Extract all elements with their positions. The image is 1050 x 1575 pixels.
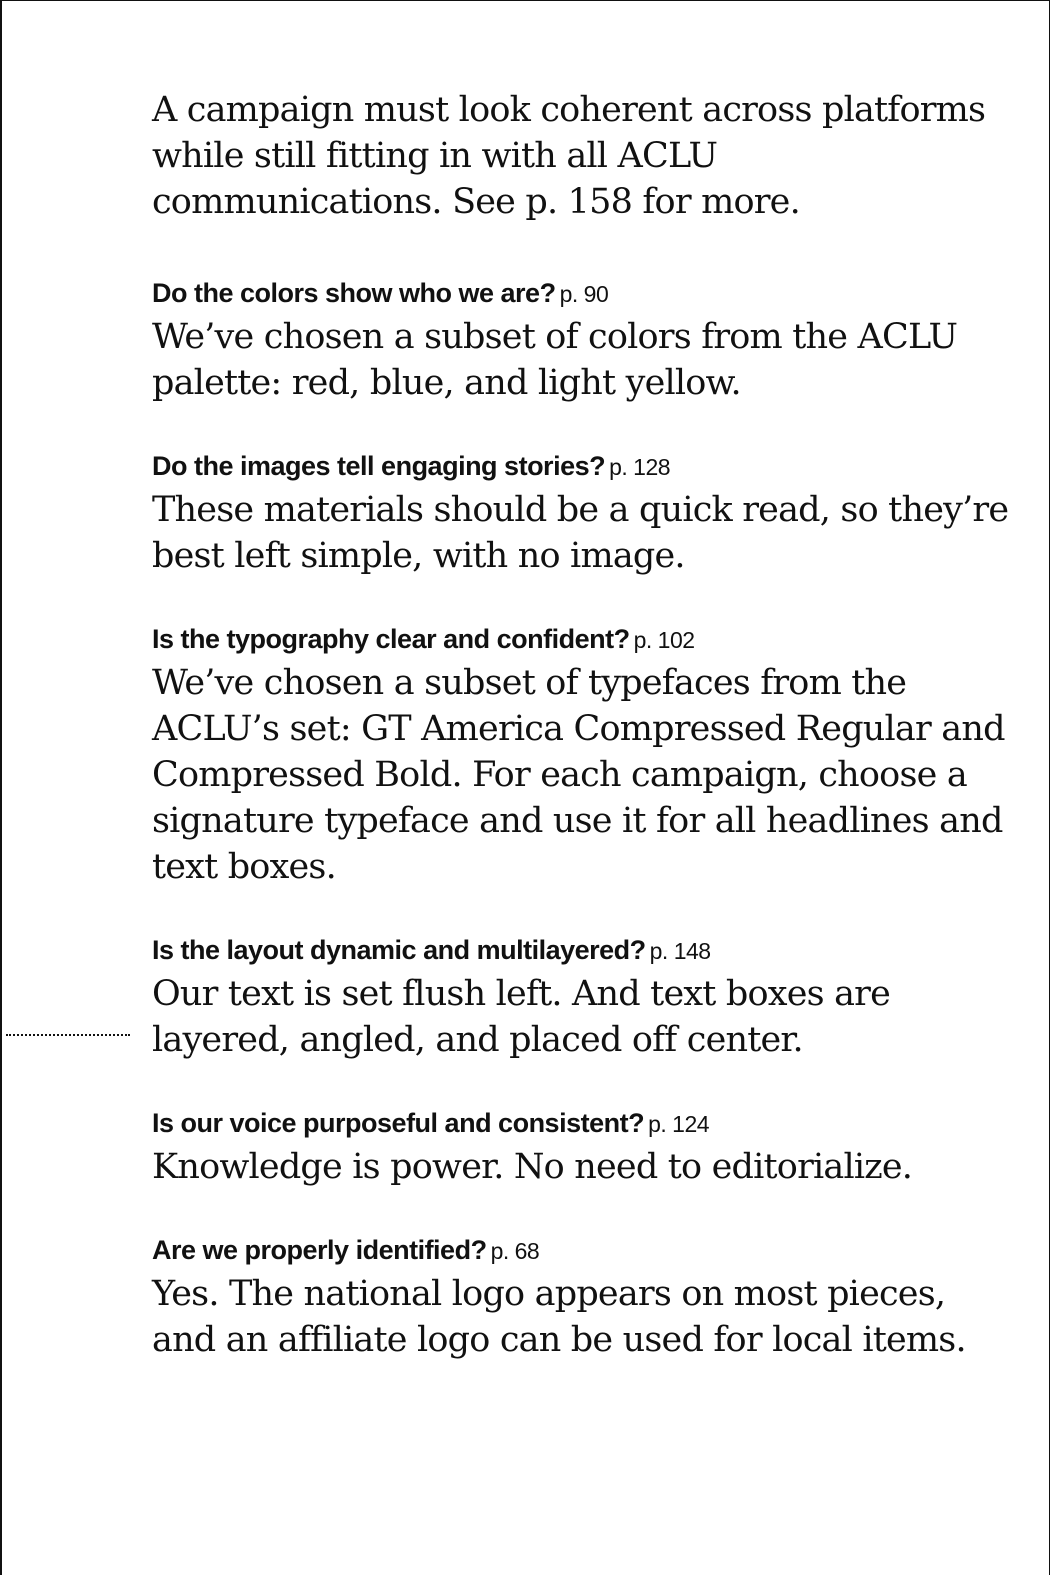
section-question [152, 1232, 1012, 1269]
section-voice [152, 1105, 1012, 1190]
section-answer: We’ve chosen a subset of colors from the ACLU palette: red, blue, and light yellow. [152, 317, 958, 403]
section-question [152, 448, 1012, 485]
section-typography [152, 621, 1012, 890]
question-text: Is the layout dynamic and multilayered? [152, 935, 646, 965]
page-content [152, 87, 1012, 1405]
section-images [152, 448, 1012, 579]
section-question [152, 932, 1012, 969]
section-layout [152, 932, 1012, 1063]
dotted-leader-line [6, 1034, 130, 1036]
section-answer: Knowledge is power. No need to editorialize. [152, 1147, 913, 1187]
page-reference: p. 124 [648, 1111, 710, 1137]
section-answer: Yes. The national logo appears on most pieces, and an affiliate logo can be used for local items. [152, 1274, 966, 1360]
question-text: Do the images tell engaging stories? [152, 451, 606, 481]
question-text: Is our voice purposeful and consistent? [152, 1108, 645, 1138]
section-question [152, 621, 1012, 658]
section-colors [152, 275, 1012, 406]
section-answer: Our text is set flush left. And text boxes are layered, angled, and placed off center. [152, 974, 891, 1060]
section-question [152, 1105, 1012, 1142]
question-text: Is the typography clear and confident? [152, 624, 630, 654]
page-reference: p. 90 [559, 281, 609, 307]
section-answer: These materials should be a quick read, so they’re best left simple, with no image. [152, 490, 1009, 576]
intro-paragraph: A campaign must look coherent across platforms while still fitting in with all ACLU communications. See p. 158 for more. [152, 90, 986, 222]
page-reference: p. 148 [649, 938, 711, 964]
page-reference: p. 68 [490, 1238, 540, 1264]
page-reference: p. 102 [633, 627, 695, 653]
page-reference: p. 128 [609, 454, 671, 480]
question-text: Do the colors show who we are? [152, 278, 556, 308]
question-text: Are we properly identified? [152, 1235, 487, 1265]
section-answer: We’ve chosen a subset of typefaces from the ACLU’s set: GT America Compressed Regular and Compressed Bold. For each campaign, choose a signature typeface and use it for all headlines and text boxes. [152, 663, 1005, 887]
section-identification [152, 1232, 1012, 1363]
section-question [152, 275, 1012, 312]
